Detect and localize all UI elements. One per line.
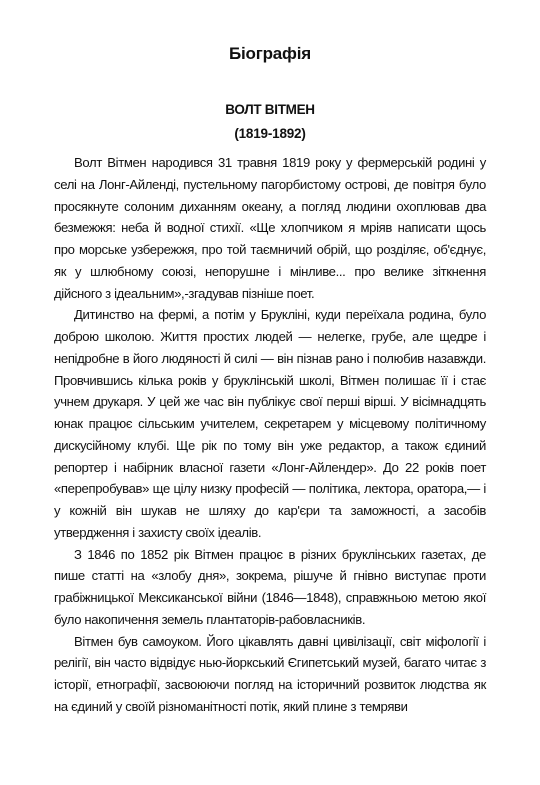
paragraph: Вітмен був самоуком. Його цікавлять давні цивілізації, світ міфології і релігії, він часто відвідує нью-йоркський Єгипетський музей, багато читає з історії, етнографії, засвоюючи погляд на історичний розвиток людства як на єдиний у своїй різноманітності потік, який плине з темряви [54, 633, 486, 714]
paragraph: З 1846 по 1852 рік Вітмен працює в різних бруклінських газетах, де пише статті на «злобу дня», зокрема, рішуче й гнівно виступає проти грабіжницької Мексиканської війни (1846—1848), справжньою метою якої було накопичення земель плантаторів-рабовласників. [54, 546, 486, 627]
life-years: (1819-1892) [234, 126, 306, 141]
paragraph: Волт Вітмен народився 31 травня 1819 року у фермерській родині у селі на Лонг-Айленді, пустельному пагорбистому острові, де повітря було просякнуте солоним диханням океану, а погляд людини охоплював два безмежжя: неба й водної стихії. «Ще хлопчиком я мріяв написати щось про морське узбережжя, про той таємничий обрій, що розділяє, об'єднує, як у шлюбному союзі, непорушне і мінливе... про велике зіткнення дійсного з ідеальним»,-згадував пізніше поет. [54, 155, 486, 301]
biography-text [54, 152, 486, 718]
author-heading: ВОЛТ ВІТМЕН [225, 102, 315, 117]
paragraph: Дитинство на фермі, а потім у Брукліні, куди переїхала родина, було доброю школою. Життя простих людей — нелегке, грубе, але щедре і непідробне в його людяності й силі — він пізнав рано і полюбив назавжди. Провчившись кілька років у бруклінській школі, Вітмен полишає її і стає учнем друкаря. У цей же час він публікує свої перші вірші. У вісімнадцять юнак працює сільським учителем, секретарем у місцевому політичному дискусійному клубі. Ще рік по тому він уже редактор, а також єдиний репортер і набірник власної газети «Лонг-Айлендер». До 22 років поет «перепробував» ще цілу низку професій — політика, лектора, оратора,— і у кожній він шукав не шляху до кар'єри та заможності, а засобів утвердження і захисту своїх ідеалів. [54, 307, 486, 540]
document-page [54, 0, 486, 785]
page-title: Біографія [229, 44, 311, 63]
